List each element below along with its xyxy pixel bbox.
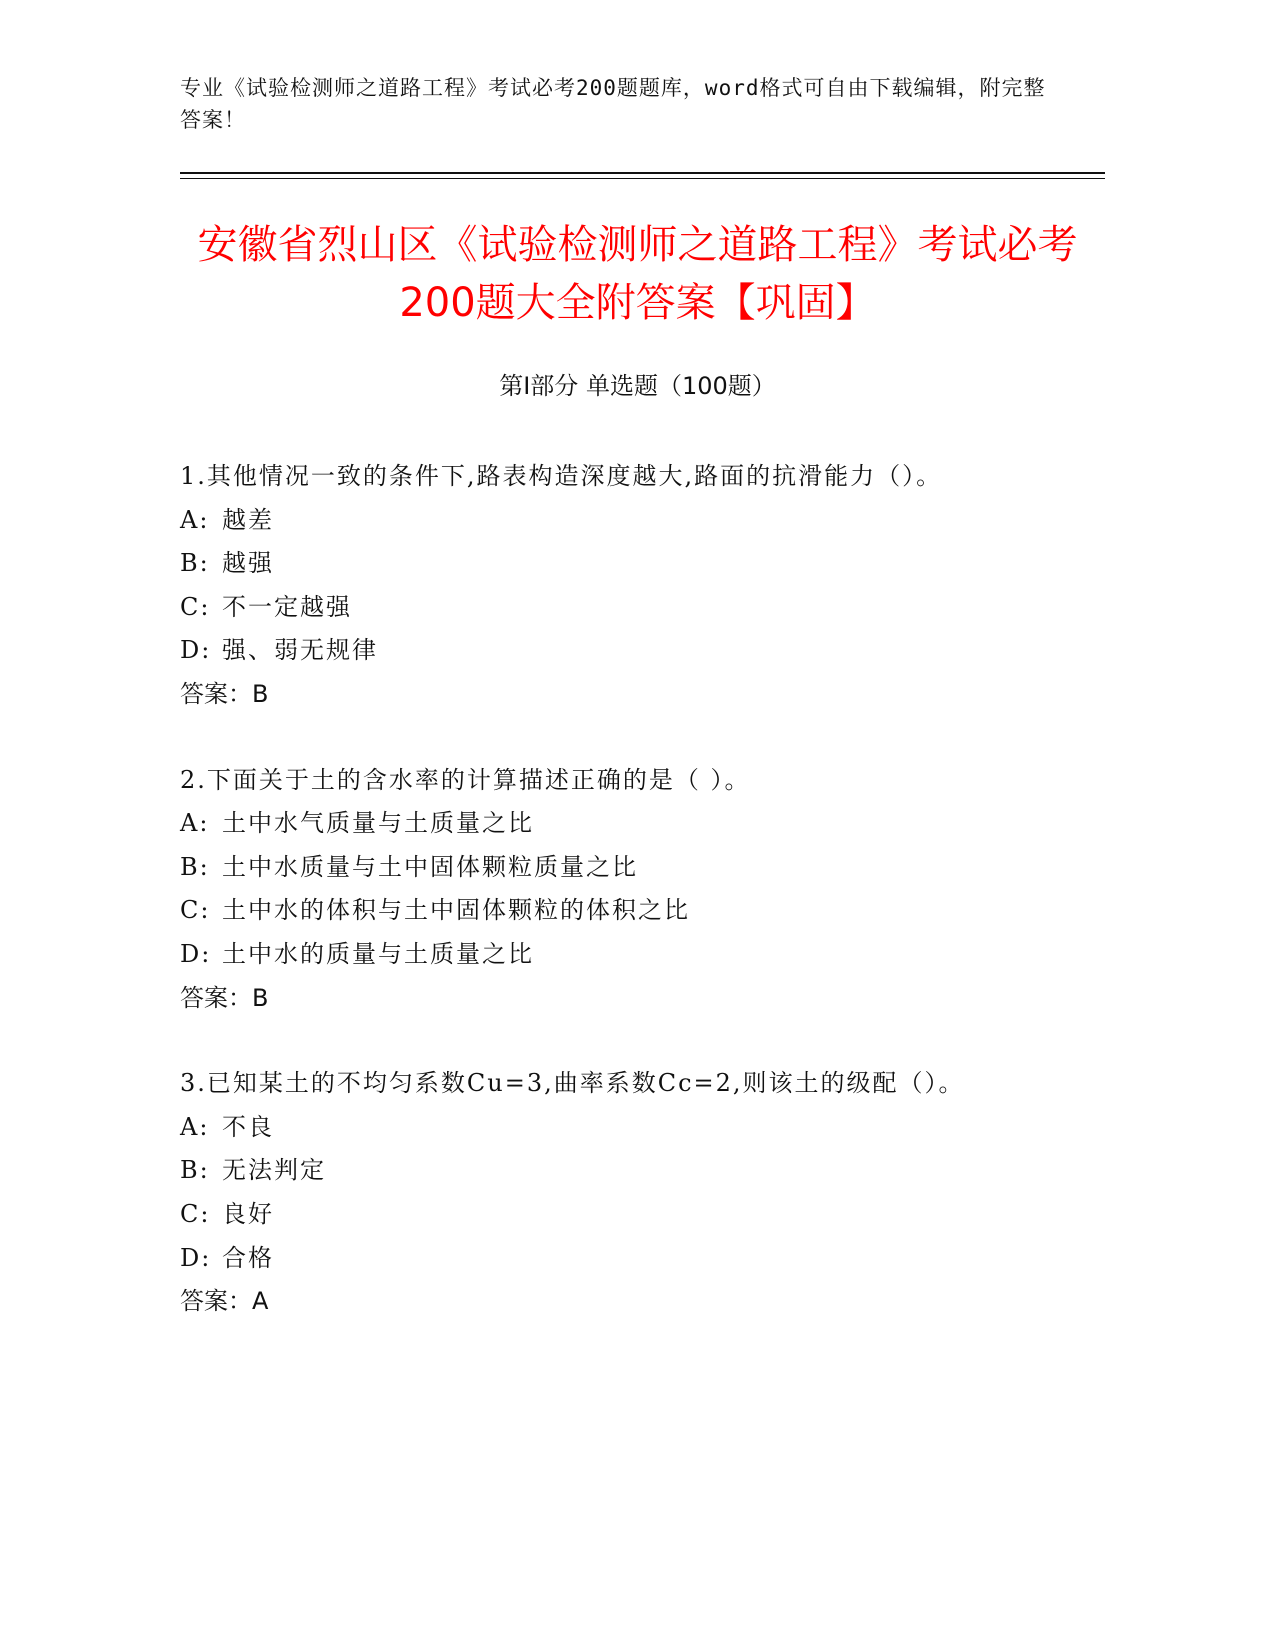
option-letter: B: <box>180 1156 210 1185</box>
question-1 <box>180 455 1080 717</box>
option-text: 越差 <box>222 505 274 534</box>
option-d <box>180 1237 1080 1281</box>
question-list <box>180 455 1080 1366</box>
option-a <box>180 1106 1080 1150</box>
question-stem: 3.已知某土的不均匀系数Cu=3,曲率系数Cc=2,则该土的级配（）。 <box>180 1069 965 1098</box>
option-text: 土中水的质量与土质量之比 <box>222 939 534 968</box>
option-letter: D: <box>180 636 212 665</box>
document-title: 安徽省烈山区《试验检测师之道路工程》考试必考200题大全附答案【巩固】 <box>197 222 1078 326</box>
option-letter: D: <box>180 1243 212 1272</box>
header-divider-thick <box>180 172 1105 174</box>
option-text: 合格 <box>222 1243 274 1272</box>
option-letter: A: <box>180 1112 210 1141</box>
option-letter: A: <box>180 809 210 838</box>
option-text: 越强 <box>222 549 274 578</box>
option-text: 强、弱无规律 <box>222 636 378 665</box>
option-text: 良好 <box>222 1199 274 1228</box>
answer-line: 答案：B <box>180 679 269 708</box>
option-c <box>180 1193 1080 1237</box>
option-d <box>180 629 1080 673</box>
answer-line: 答案：A <box>180 1287 269 1316</box>
option-b <box>180 846 1080 890</box>
option-a <box>180 499 1080 543</box>
option-text: 土中水的体积与土中固体颗粒的体积之比 <box>222 896 690 925</box>
option-c <box>180 889 1080 933</box>
option-text: 不良 <box>222 1112 274 1141</box>
option-a <box>180 802 1080 846</box>
question-2 <box>180 759 1080 1021</box>
option-letter: C: <box>180 896 211 925</box>
option-text: 不一定越强 <box>222 592 352 621</box>
section-heading: 第I部分 单选题（100题） <box>499 372 776 400</box>
option-b <box>180 1149 1080 1193</box>
option-letter: C: <box>180 592 211 621</box>
question-stem: 2.下面关于土的含水率的计算描述正确的是（ ）。 <box>180 765 751 794</box>
option-text: 无法判定 <box>222 1156 326 1185</box>
option-letter: B: <box>180 852 210 881</box>
option-letter: D: <box>180 939 212 968</box>
header-divider-thin <box>180 178 1105 179</box>
option-c <box>180 586 1080 630</box>
option-letter: A: <box>180 505 210 534</box>
option-text: 土中水气质量与土质量之比 <box>222 809 534 838</box>
question-stem: 1.其他情况一致的条件下,路表构造深度越大,路面的抗滑能力（）。 <box>180 462 943 490</box>
option-letter: B: <box>180 549 210 578</box>
option-text: 土中水质量与土中固体颗粒质量之比 <box>222 852 638 881</box>
option-b <box>180 542 1080 586</box>
option-d <box>180 933 1080 977</box>
question-3 <box>180 1062 1080 1324</box>
answer-line: 答案：B <box>180 983 269 1012</box>
header-note: 专业《试验检测师之道路工程》考试必考200题题库，word格式可自由下载编辑，附完整答案！ <box>180 76 1046 132</box>
option-letter: C: <box>180 1199 211 1228</box>
